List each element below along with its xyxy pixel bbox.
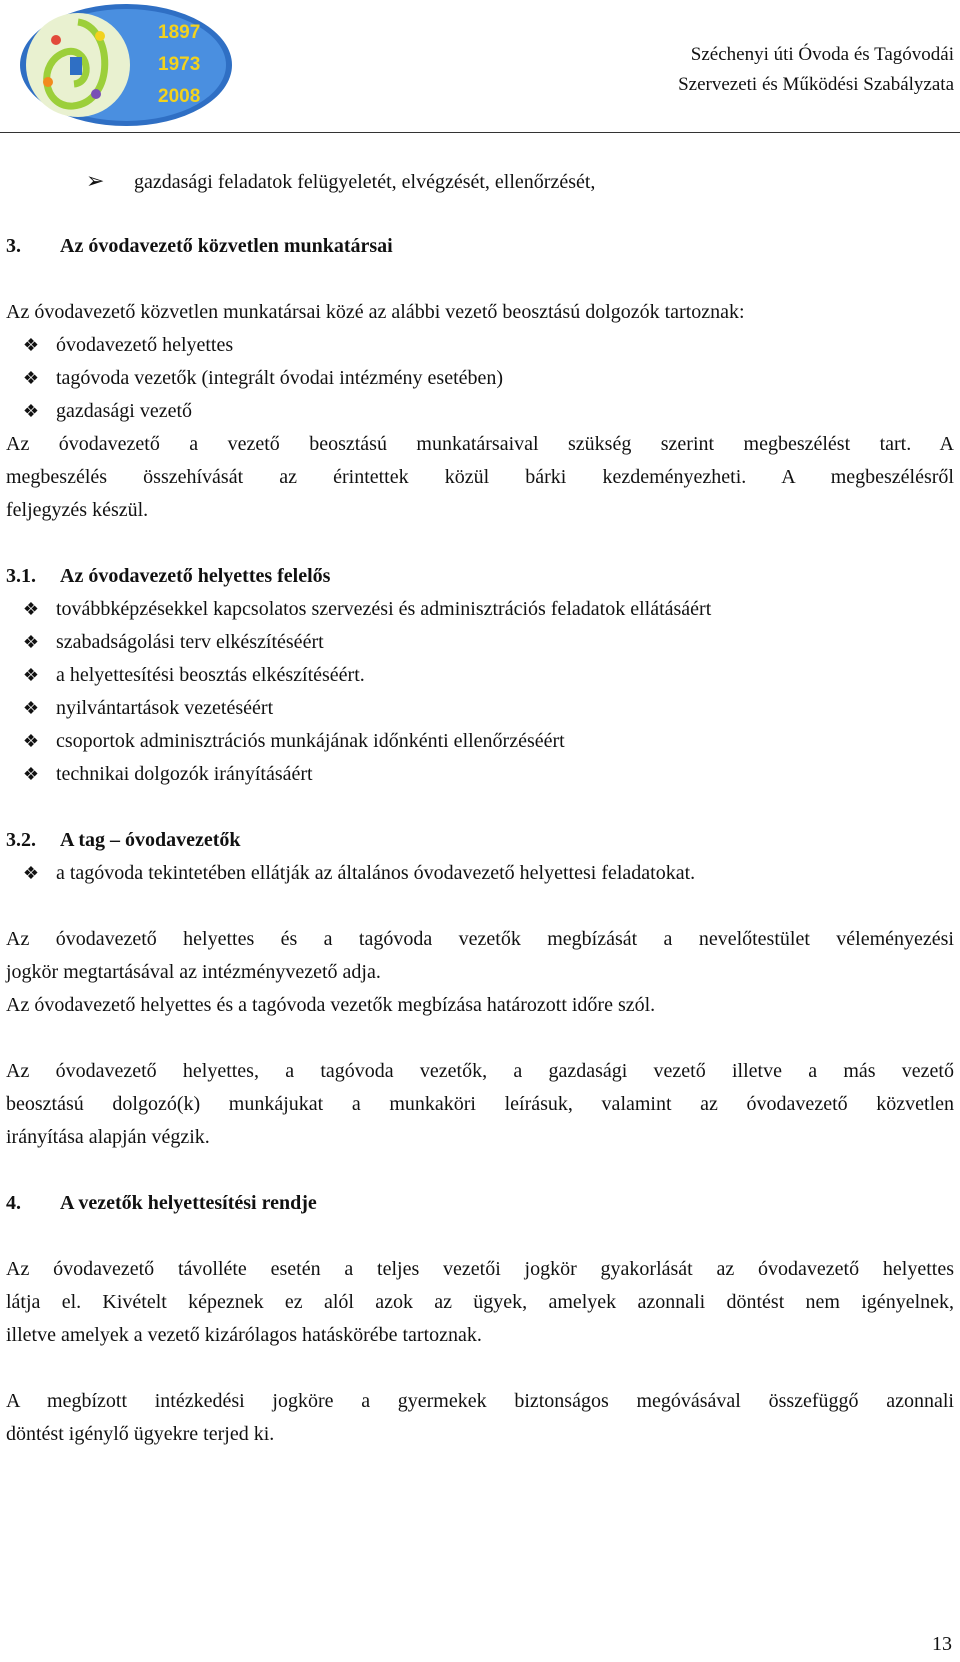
document-body: [6, 164, 954, 1451]
list-item: ❖ a tagóvoda tekintetében ellátják az általános óvodavezető helyettesi feladatokat.: [6, 857, 954, 890]
section-3-2-paragraph-line: Az óvodavezető helyettes, a tagóvoda vezetők, a gazdasági vezető illetve a más vezető: [6, 1060, 954, 1082]
arrow-list-item: ➢ gazdasági feladatok felügyeletét, elvégzését, ellenőrzését,: [6, 164, 954, 197]
section-3-2-paragraph: Az óvodavezető helyettes és a tagóvoda vezetők megbízása határozott időre szól.: [6, 994, 656, 1016]
list-item: ❖ nyilvántartások vezetéséért: [6, 692, 954, 725]
list-item: ❖ tagóvoda vezetők (integrált óvodai intézmény esetében): [6, 362, 954, 395]
page-number: 13: [932, 1633, 952, 1655]
list-item: ❖ a helyettesítési beosztás elkészítéséért.: [6, 659, 954, 692]
section-3-2-paragraph-line: irányítása alapján végzik.: [6, 1126, 210, 1148]
diamond-bullet-icon: ❖: [22, 599, 40, 619]
section-4-heading: 4. A vezetők helyettesítési rendje: [6, 1192, 317, 1214]
diamond-bullet-icon: ❖: [22, 698, 40, 718]
diamond-bullet-icon: ❖: [22, 335, 40, 355]
logo-year-2: 1973: [158, 54, 201, 75]
header-divider: [0, 132, 960, 133]
diamond-bullet-icon: ❖: [22, 764, 40, 784]
header-title: [678, 40, 954, 100]
section-3-heading: 3. Az óvodavezető közvetlen munkatársai: [6, 235, 393, 257]
diamond-bullet-icon: ❖: [22, 632, 40, 652]
section-3-2-paragraph-line: Az óvodavezető helyettes és a tagóvoda vezetők megbízását a nevelőtestület véleményezési: [6, 928, 954, 950]
section-3-paragraph-line: megbeszélés összehívását az érintettek közül bárki kezdeményezheti. A megbeszélésről: [6, 466, 954, 488]
list-item: ❖ csoportok adminisztrációs munkájának időnkénti ellenőrzéséért: [6, 725, 954, 758]
section-4-paragraph-line: látja el. Kivételt képeznek ez alól azok az ügyek, amelyek azonnali döntést nem igényelnek,: [6, 1291, 954, 1313]
section-4-paragraph-line: Az óvodavezető távolléte esetén a teljes vezetői jogkör gyakorlását az óvodavezető helyettes: [6, 1258, 954, 1280]
diamond-bullet-icon: ❖: [22, 863, 40, 883]
diamond-bullet-icon: ❖: [22, 368, 40, 388]
section-3-2-paragraph-line: beosztású dolgozó(k) munkájukat a munkaköri leírásuk, valamint az óvodavezető közvetlen: [6, 1093, 954, 1115]
section-4-paragraph-line: A megbízott intézkedési jogköre a gyermekek biztonságos megóvásával összefüggő azonnali: [6, 1390, 954, 1412]
list-item: ❖ gazdasági vezető: [6, 395, 954, 428]
section-3-intro: Az óvodavezető közvetlen munkatársai közé az alábbi vezető beosztású dolgozók tartoznak:: [6, 301, 745, 323]
logo-year-3: 2008: [158, 86, 201, 107]
list-item: ❖ óvodavezető helyettes: [6, 329, 954, 362]
diamond-bullet-icon: ❖: [22, 731, 40, 751]
arrow-bullet-icon: ➢: [86, 168, 105, 193]
section-3-1-heading: 3.1. Az óvodavezető helyettes felelős: [6, 565, 331, 587]
header-line-2: Szervezeti és Működési Szabályzata: [678, 74, 954, 95]
section-3-paragraph-line: Az óvodavezető a vezető beosztású munkatársaival szükség szerint megbeszélést tart. A: [6, 433, 954, 455]
section-3-paragraph-line: feljegyzés készül.: [6, 499, 149, 521]
diamond-bullet-icon: ❖: [22, 401, 40, 421]
section-3-2-paragraph-line: jogkör megtartásával az intézményvezető adja.: [6, 961, 381, 983]
section-3-2-heading: 3.2. A tag – óvodavezetők: [6, 829, 241, 851]
kindergarten-logo: [18, 2, 234, 128]
header-line-1: Széchenyi úti Óvoda és Tagóvodái: [690, 44, 954, 65]
list-item: ❖ szabadságolási terv elkészítéséért: [6, 626, 954, 659]
section-4-paragraph-line: illetve amelyek a vezető kizárólagos hatáskörébe tartoznak.: [6, 1324, 482, 1346]
diamond-bullet-icon: ❖: [22, 665, 40, 685]
page-header: [0, 0, 960, 132]
list-item: ❖ technikai dolgozók irányításáért: [6, 758, 954, 791]
logo-year-1: 1897: [158, 22, 201, 43]
section-4-paragraph-line: döntést igénylő ügyekre terjed ki.: [6, 1423, 275, 1445]
list-item: ❖ továbbképzésekkel kapcsolatos szervezési és adminisztrációs feladatok ellátásáért: [6, 593, 954, 626]
